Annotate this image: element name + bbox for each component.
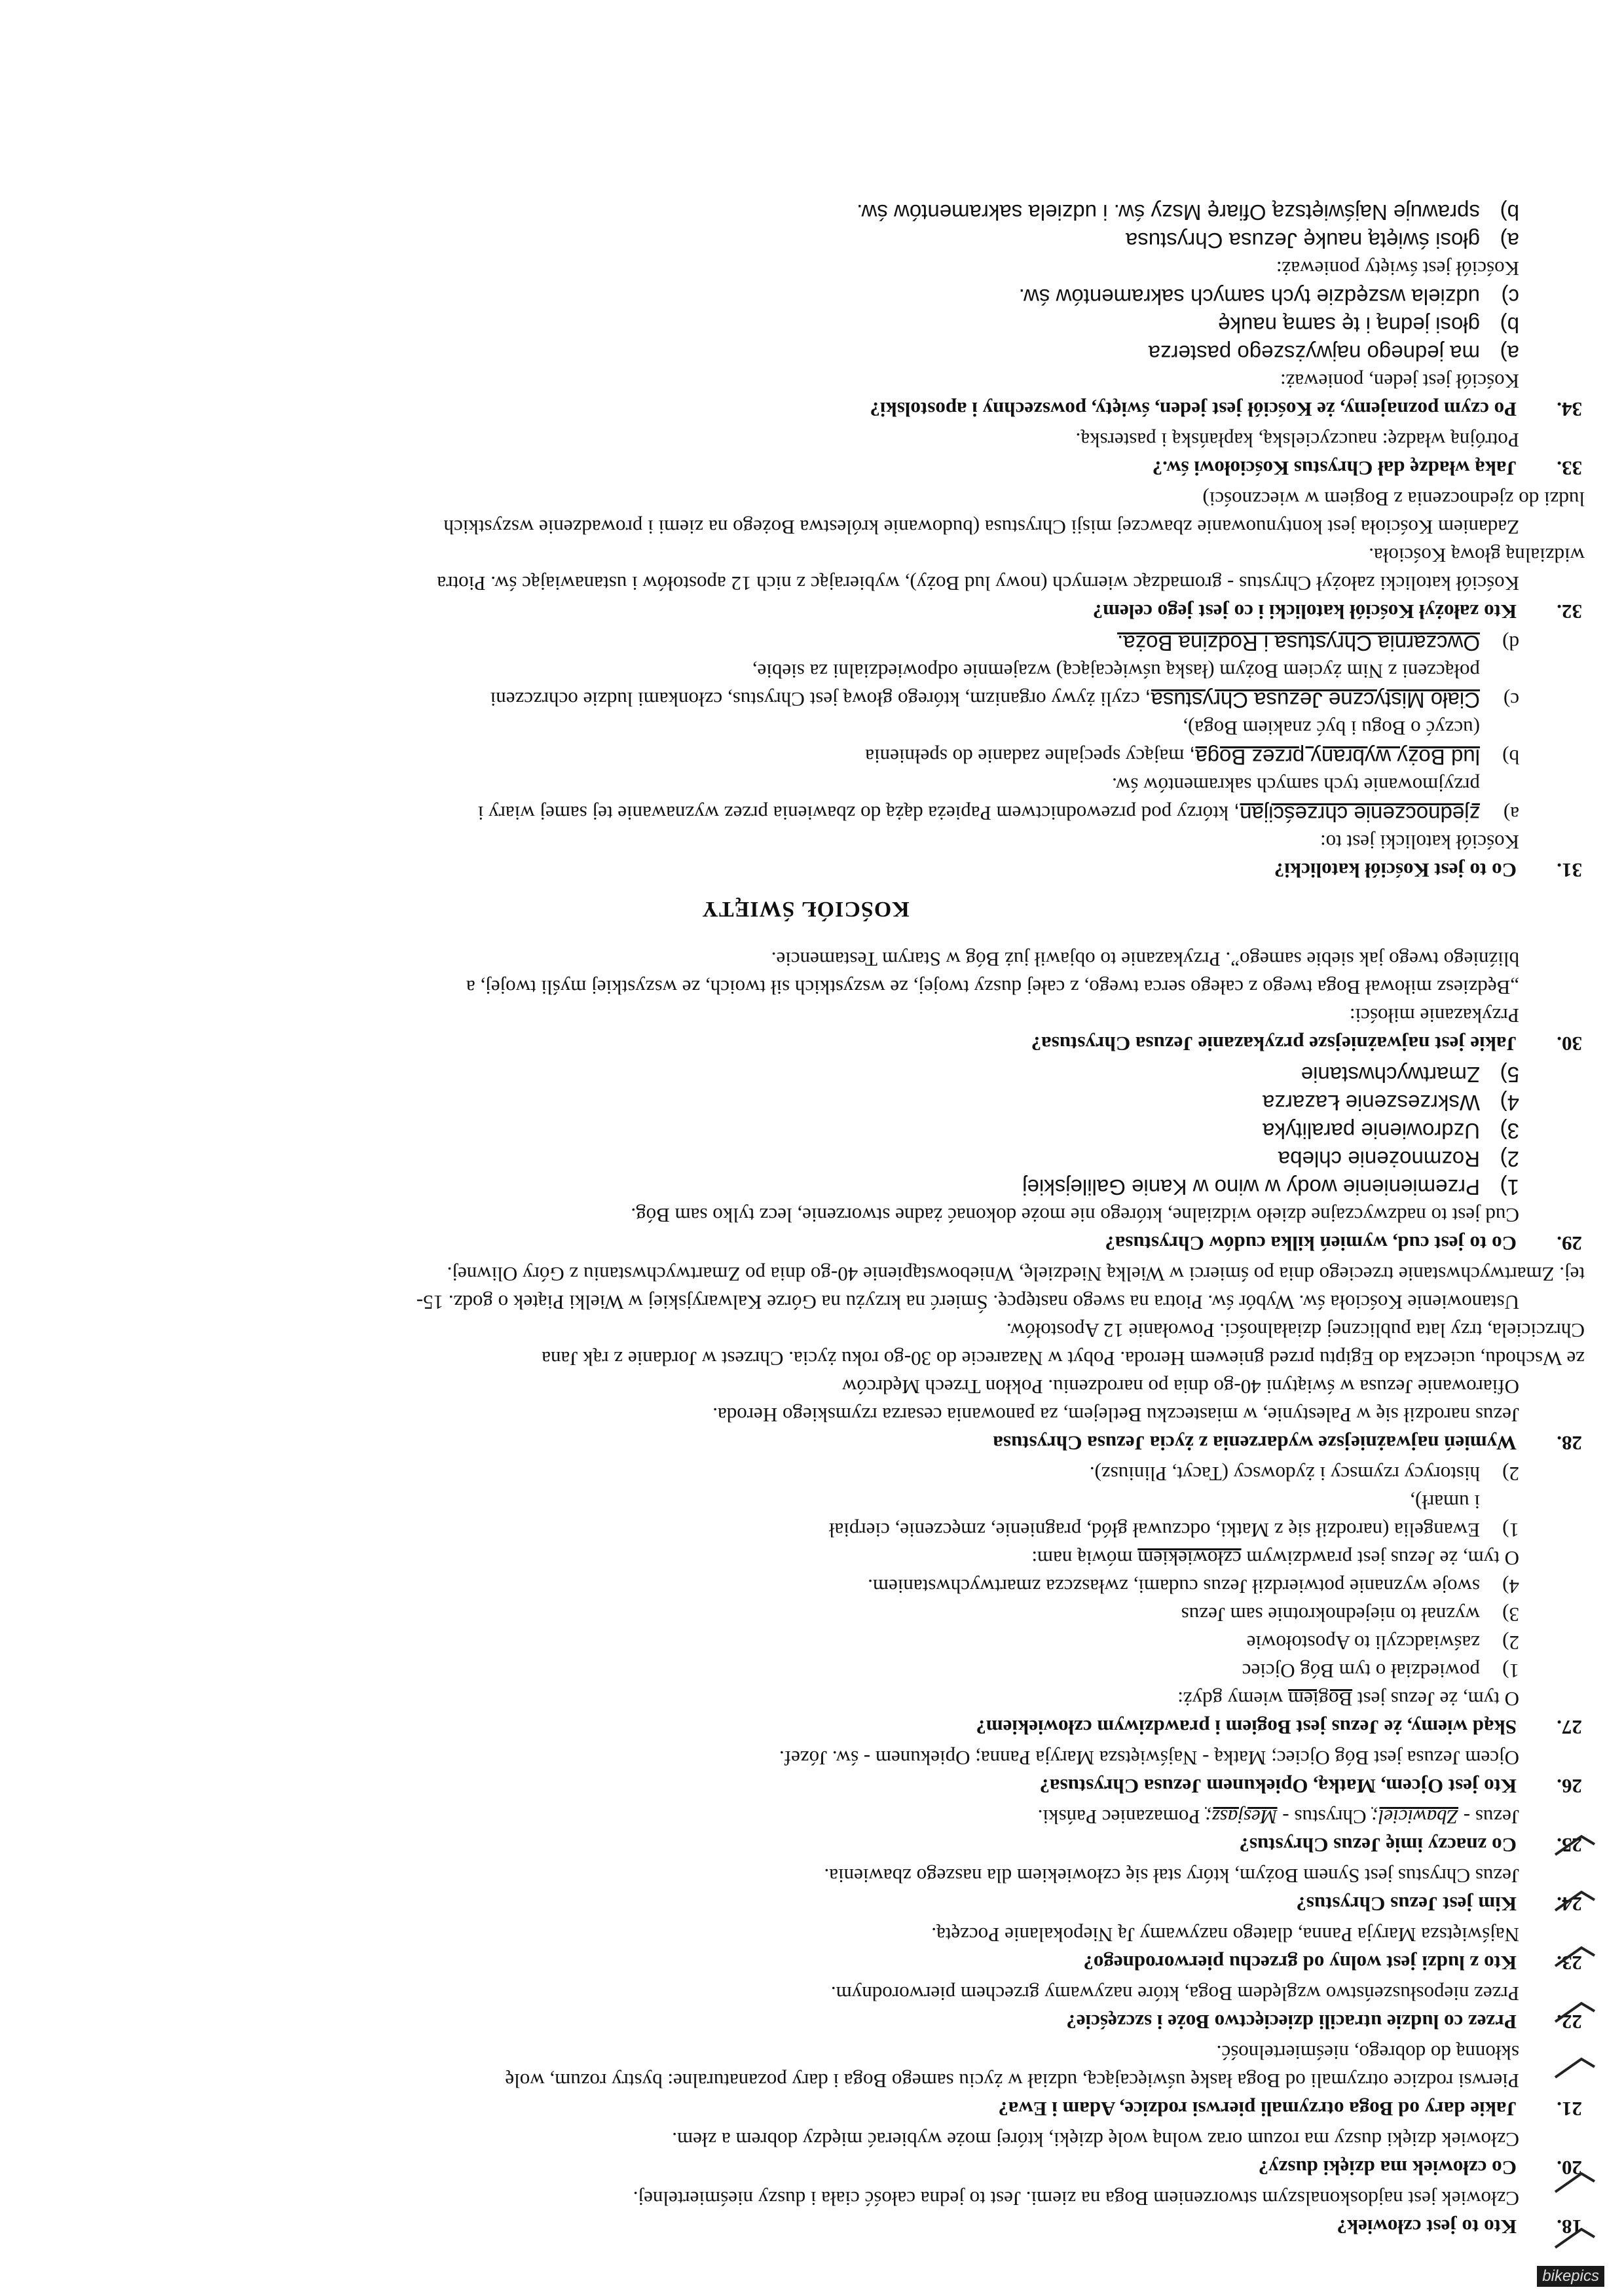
item-number: 1): [1500, 1175, 1519, 1199]
item-number: 2): [1502, 1463, 1519, 1485]
text-underlined: lud Boży wybrany przez Boga,: [1189, 745, 1480, 769]
answer-line: bliźniego twego jak siebie samego”. Przykazanie to objawił już Bóg w Starym Testamencie.: [771, 948, 1519, 971]
item-number: 2): [1502, 1631, 1519, 1654]
section-title: KOŚCIÓŁ ŚWIĘTY: [701, 897, 910, 921]
answer-29: [26, 1061, 1585, 1230]
item-number: 5): [1500, 1063, 1519, 1087]
item-text: swoje wyznanie potwierdził Jezus cudami, zwłaszcza zmartwychwstaniem.: [868, 1575, 1480, 1598]
text: O tym, że Jezus jest: [1352, 1688, 1519, 1711]
list-item: [26, 714, 1519, 771]
answer-line: widzialną głową Kościoła.: [1369, 544, 1585, 567]
question-32: [26, 598, 1585, 626]
text: (uczyć o Bogu i być znakiem Boga),: [1183, 717, 1480, 740]
question-title: Co człowiek ma dzięki duszy?: [1258, 2157, 1517, 2179]
question-29: [26, 1230, 1585, 1258]
item-number: d): [1502, 632, 1519, 655]
list-item: [26, 1657, 1519, 1685]
answer-line: Potrójną władzę: nauczycielską, kapłańską i pasterską.: [1075, 429, 1519, 452]
answer-31: [26, 629, 1585, 856]
question-24: [26, 1890, 1585, 1918]
answer-23: [26, 1921, 1585, 1949]
list-item: [26, 771, 1519, 828]
list-item: [26, 198, 1519, 227]
item-number: 2): [1500, 1147, 1519, 1171]
question-title: Kim jest Jezus Chrystus?: [1296, 1893, 1517, 1916]
question-title: Co to jest cud, wymień kilka cudów Chrystusa?: [1105, 1232, 1517, 1255]
answer-line: Chrzciciela, trzy lata publicznej działalności. Powołanie 12 Apostołów.: [1006, 1319, 1585, 1342]
answer-22: [26, 1980, 1585, 2008]
question-title: Jaką władzę dał Chrystus Kościołowi św.?: [1152, 457, 1517, 480]
text-underlined: Owczarnia Chrystusa i Rodzina Boża.: [1117, 631, 1480, 655]
pen-mark-icon: [1552, 1998, 1598, 2024]
answer-line: „Będziesz miłował Boga twego z całego serca twego, z całej duszy twojej, ze wszystkich sił twoich, ze wszystkiej myśli twojej, a: [466, 976, 1519, 999]
answer-18: [26, 2185, 1585, 2213]
item-number: 1): [1502, 1519, 1519, 1542]
item-number: a): [1503, 803, 1519, 826]
question-title: Jakie dary od Boga otrzymali pierwsi rodzice, Adam i Ewa?: [998, 2098, 1517, 2121]
item-number: b): [1500, 313, 1519, 337]
list-item: [26, 1117, 1519, 1145]
list-item: [26, 629, 1519, 657]
question-number: 34.: [1557, 398, 1582, 421]
answer-27: [26, 1460, 1585, 1713]
answer-line: Pierwsi rodzice otrzymali od Boga łaskę uświęcającą, udział w życiu samego Boga i dary pozanaturalne: bystry rozum, wolę: [505, 2069, 1519, 2092]
question-title: Jakie jest najważniejsze przykazanie Jezusa Chrystusa?: [1031, 1032, 1517, 1055]
answer-line: Kościół jest święty ponieważ:: [1276, 257, 1519, 280]
text-underlined: Mesjasz;: [1205, 1806, 1278, 1829]
item-text: głosi świętą naukę Jezusa Chrystusa: [1125, 228, 1480, 253]
pen-mark-icon: [1552, 1887, 1598, 1913]
question-title: Co znaczy imię Jezus Chrystus?: [1239, 1834, 1517, 1857]
text: przyjmowanie tych samych sakramentów św.: [1112, 774, 1480, 797]
answer-line: Najświętsza Maryja Panna, dlatego nazywamy Ją Niepokalanie Poczętą.: [931, 1923, 1519, 1946]
list-item: [26, 1173, 1519, 1201]
question-number: 25.: [1557, 1834, 1582, 1857]
answer-line: Przez nieposłuszeństwo względem Boga, które nazywamy grzechem pierworodnym.: [830, 1982, 1519, 2005]
item-text: ma jednego najwyższego pasterza: [1148, 341, 1480, 365]
text: i umarł),: [1410, 1491, 1480, 1514]
text: Jezus -: [1458, 1806, 1519, 1829]
item-number: 3): [1500, 1119, 1519, 1143]
pen-mark-icon: [1552, 2168, 1598, 2195]
pen-mark-icon: [1552, 1942, 1598, 1969]
question-title: Skąd wiemy, że Jezus jest Bogiem i prawdziwym człowiekiem?: [976, 1716, 1517, 1739]
answer-line: Ofiarowanie Jezusa w świątyni 40-go dnia po narodzeniu. Pokłon Trzech Mędrców: [842, 1376, 1519, 1398]
answer-line: [26, 1544, 1519, 1573]
answer-line: ludzi do zjednoczenia z Bogiem w wieczności): [1202, 488, 1585, 511]
answer-21: [26, 2039, 1585, 2095]
question-number: 30.: [1557, 1032, 1582, 1055]
list-item: [26, 339, 1519, 367]
answer-line: Kościół katolicki jest to:: [1320, 831, 1519, 854]
list-item: [26, 1061, 1519, 1089]
question-34: [26, 395, 1585, 424]
answer-line: Zadaniem Kościoła jest kontynuowanie zbawczej misji Chrystusa (budowanie królestwa Bożego na ziemi i prowadzenie wszystkich: [443, 516, 1519, 539]
watermark-badge: bikepics: [1537, 2266, 1604, 2287]
answer-line: Człowiek jest najdoskonalszym stworzeniem Boga na ziemi. Jest to jedna całość ciała i duszy nieśmiertelnej.: [633, 2187, 1519, 2210]
answer-line: ze Wschodu, ucieczka do Egiptu przed gniewem Heroda. Pobyt w Nazarecie do 30-go roku życia. Chrzest w Jordanie z rąk Jana: [542, 1347, 1585, 1370]
answer-24: [26, 1862, 1585, 1890]
question-title: Kto jest Ojcem, Matką, Opiekunem Jezusa Chrystusa?: [1039, 1775, 1517, 1798]
list-item: [26, 1089, 1519, 1117]
item-number: 4): [1502, 1575, 1519, 1598]
question-23: [26, 1949, 1585, 1977]
item-text: udziela wszędzie tych samych sakramentów św.: [1018, 285, 1480, 309]
question-title: Co to jest Kościół katolicki?: [1274, 859, 1517, 882]
question-20: [26, 2154, 1585, 2182]
question-number: 22.: [1557, 2011, 1582, 2033]
item-text: wyznał to niejednokrotnie sam Jezus: [1181, 1603, 1480, 1626]
list-item: [26, 657, 1519, 714]
answer-line: Jezus narodził się w Palestynie, w miasteczku Betlejem, za panowania cesarza rzymskiego Heroda.: [712, 1404, 1519, 1427]
item-text: Uzdrowienie paralityka: [1263, 1119, 1480, 1143]
question-title: Kto założył Kościół katolicki i co jest jego celem?: [1092, 600, 1517, 623]
item-number: 4): [1500, 1091, 1519, 1115]
question-27: [26, 1713, 1585, 1741]
question-number: 21.: [1557, 2098, 1582, 2121]
text: mówią nam:: [1031, 1547, 1138, 1570]
answer-32: [26, 485, 1585, 598]
question-31: [26, 856, 1585, 884]
text: Ewangelia (narodził się z Matki, odczuwał głód, pragnienie, zmęczenie, cierpiał: [828, 1519, 1480, 1542]
item-number: c): [1503, 689, 1519, 712]
text: Pomazaniec Pański.: [1037, 1806, 1206, 1829]
question-number: 29.: [1557, 1232, 1582, 1255]
text: O tym, że Jezus jest prawdziwym: [1241, 1547, 1519, 1570]
question-number: 20.: [1557, 2157, 1582, 2179]
item-text: Przemienienie wody w wino w Kanie Galilejskiej: [1022, 1175, 1480, 1199]
list-item: [26, 283, 1519, 311]
question-28: [26, 1429, 1585, 1457]
text-underlined: Bogiem: [1288, 1688, 1353, 1711]
answer-line: Człowiek dzięki duszy ma rozum oraz wolną wolę dzięki, której może wybierać między dobrem a złem.: [672, 2128, 1519, 2151]
text-underlined: zjednoczenie chrześcijan,: [1233, 802, 1480, 826]
item-text: [26, 771, 1480, 828]
list-item: [26, 1488, 1519, 1544]
question-number: 32.: [1557, 600, 1582, 623]
item-number: b): [1502, 746, 1519, 769]
question-30: [26, 1030, 1585, 1058]
list-item: [26, 227, 1519, 255]
text: połączeni z Nim życiem Bożym (łaską uświęcającą) wzajemnie odpowiedzialni za siebie,: [752, 660, 1480, 683]
answer-line: tej. Zmartwychwstanie trzeciego dnia po śmierci w Wielką Niedzielę, Wniebowstąpienie 40-go dnia po Zmartwychwstaniu z Góry Oliwnej.: [447, 1263, 1585, 1286]
item-text: Zmartwychwstanie: [1301, 1063, 1480, 1087]
question-title: Kto z ludzi jest wolny od grzechu pierworodnego?: [1083, 1952, 1517, 1975]
question-18: [26, 2213, 1585, 2241]
text: mający specjalne zadanie do spełnienia: [865, 745, 1190, 768]
text-underlined: Ciało Mistyczne Jezusa Chrystusa,: [1145, 688, 1480, 712]
item-text: [26, 629, 1480, 657]
answer-line: skłonną do dobrego, nieśmiertelność.: [1216, 2041, 1519, 2064]
item-number: 3): [1502, 1603, 1519, 1626]
question-number: 31.: [1557, 859, 1582, 882]
list-item: [26, 1629, 1519, 1657]
question-25: [26, 1831, 1585, 1859]
list-item: [26, 1573, 1519, 1601]
text: którzy pod przewodnictwem Papieża dążą do zbawienia przez wyznawanie tej samej wiary i: [477, 802, 1234, 825]
answer-line: Jezus Chrystus jest Synem Bożym, który stał się człowiekiem dla naszego zbawienia.: [824, 1865, 1519, 1887]
pen-mark-icon: [1552, 2224, 1598, 2250]
answer-25: [26, 1803, 1585, 1831]
item-number: c): [1501, 285, 1519, 309]
pen-mark-icon: [1552, 1831, 1598, 1857]
question-21: [26, 2095, 1585, 2123]
item-text: powiedział o tym Bóg Ojciec: [1242, 1660, 1480, 1683]
answer-line: Kościół jest jeden, ponieważ:: [1280, 370, 1519, 393]
text: Chrystus -: [1277, 1806, 1372, 1829]
item-text: historycy rzymscy i żydowscy (Tacyt, Pliniusz).: [1089, 1463, 1480, 1485]
item-text: sprawuje Najświętszą Ofiarę Mszy św. i udziela sakramentów św.: [857, 200, 1480, 225]
item-text: [26, 1488, 1480, 1544]
list-item: [26, 311, 1519, 339]
item-text: [26, 657, 1480, 714]
question-22: [26, 2008, 1585, 2036]
answer-line: Ojcem Jezusa jest Bóg Ojciec; Matką - Najświętsza Maryja Panna; Opiekunem - św. Józef.: [779, 1747, 1519, 1770]
answer-30: [26, 945, 1585, 1030]
question-number: 26.: [1557, 1775, 1582, 1798]
item-text: Wskrzeszenie Łazarza: [1263, 1091, 1480, 1115]
text-underlined: człowiekiem: [1137, 1547, 1242, 1570]
question-title: Po czym poznajemy, że Kościół jest jeden, święty, powszechny i apostolski?: [870, 398, 1517, 421]
answer-34: [26, 198, 1585, 395]
list-item: [26, 1601, 1519, 1629]
item-text: głosi jedną i tę samą naukę: [1218, 313, 1480, 337]
text: czyli żywy organizm, którego głową jest Chrystus, członkami ludzie ochrzczeni: [490, 688, 1145, 711]
item-text: Rozmnożenie chleba: [1278, 1147, 1480, 1171]
catechism-text: [26, 198, 1585, 2244]
item-number: a): [1500, 341, 1519, 365]
list-item: [26, 1145, 1519, 1173]
list-item: [26, 1460, 1519, 1488]
question-title: Wymień najważniejsze wydarzenia z życia Jezusa Chrystusa: [993, 1432, 1517, 1455]
question-number: 18.: [1557, 2215, 1582, 2238]
answer-line: Cud jest to nadzwyczajne dzieło widzialne, którego nie może dokonać żadne stworzenie, lecz tylko sam Bóg.: [631, 1204, 1519, 1227]
answer-line: Przykazanie miłości:: [1349, 1004, 1519, 1027]
question-number: 28.: [1557, 1432, 1582, 1455]
answer-line: [26, 1685, 1519, 1713]
item-number: b): [1500, 200, 1519, 225]
question-number: 33.: [1557, 457, 1582, 480]
item-number: 1): [1502, 1660, 1519, 1683]
question-number: 27.: [1557, 1716, 1582, 1739]
answer-26: [26, 1744, 1585, 1772]
question-number: 24.: [1557, 1893, 1582, 1916]
pen-mark-icon: [1552, 2054, 1598, 2080]
answer-33: [26, 426, 1585, 454]
answer-line: [26, 1803, 1519, 1831]
item-text: zaświadczyli to Apostołowie: [1246, 1631, 1480, 1654]
item-text: [26, 714, 1480, 771]
question-33: [26, 454, 1585, 483]
answer-28: [26, 1260, 1585, 1429]
answer-line: Ustanowienie Kościoła św. Wybór św. Piotra na swego następcę. Śmierć na krzyżu na Górze Kalwaryjskiej w Wielki Piątek o godz. 15-: [416, 1291, 1519, 1314]
question-title: Kto to jest człowiek?: [1337, 2215, 1517, 2238]
answer-line: Kościół katolicki założył Chrystus - gromadząc wiernych (nowy lud Boży), wybierając z nich 12 apostołów i ustanawiając św. Piotra: [437, 572, 1519, 595]
question-title: Przez co ludzie utracili dziecięctwo Boże i szczęście?: [1066, 2011, 1517, 2033]
answer-20: [26, 2126, 1585, 2154]
text-underlined: Zbawiciel;: [1371, 1806, 1459, 1829]
text: wiemy gdyż:: [1177, 1688, 1288, 1711]
question-number: 23.: [1557, 1952, 1582, 1975]
item-number: a): [1500, 228, 1519, 253]
question-26: [26, 1772, 1585, 1800]
